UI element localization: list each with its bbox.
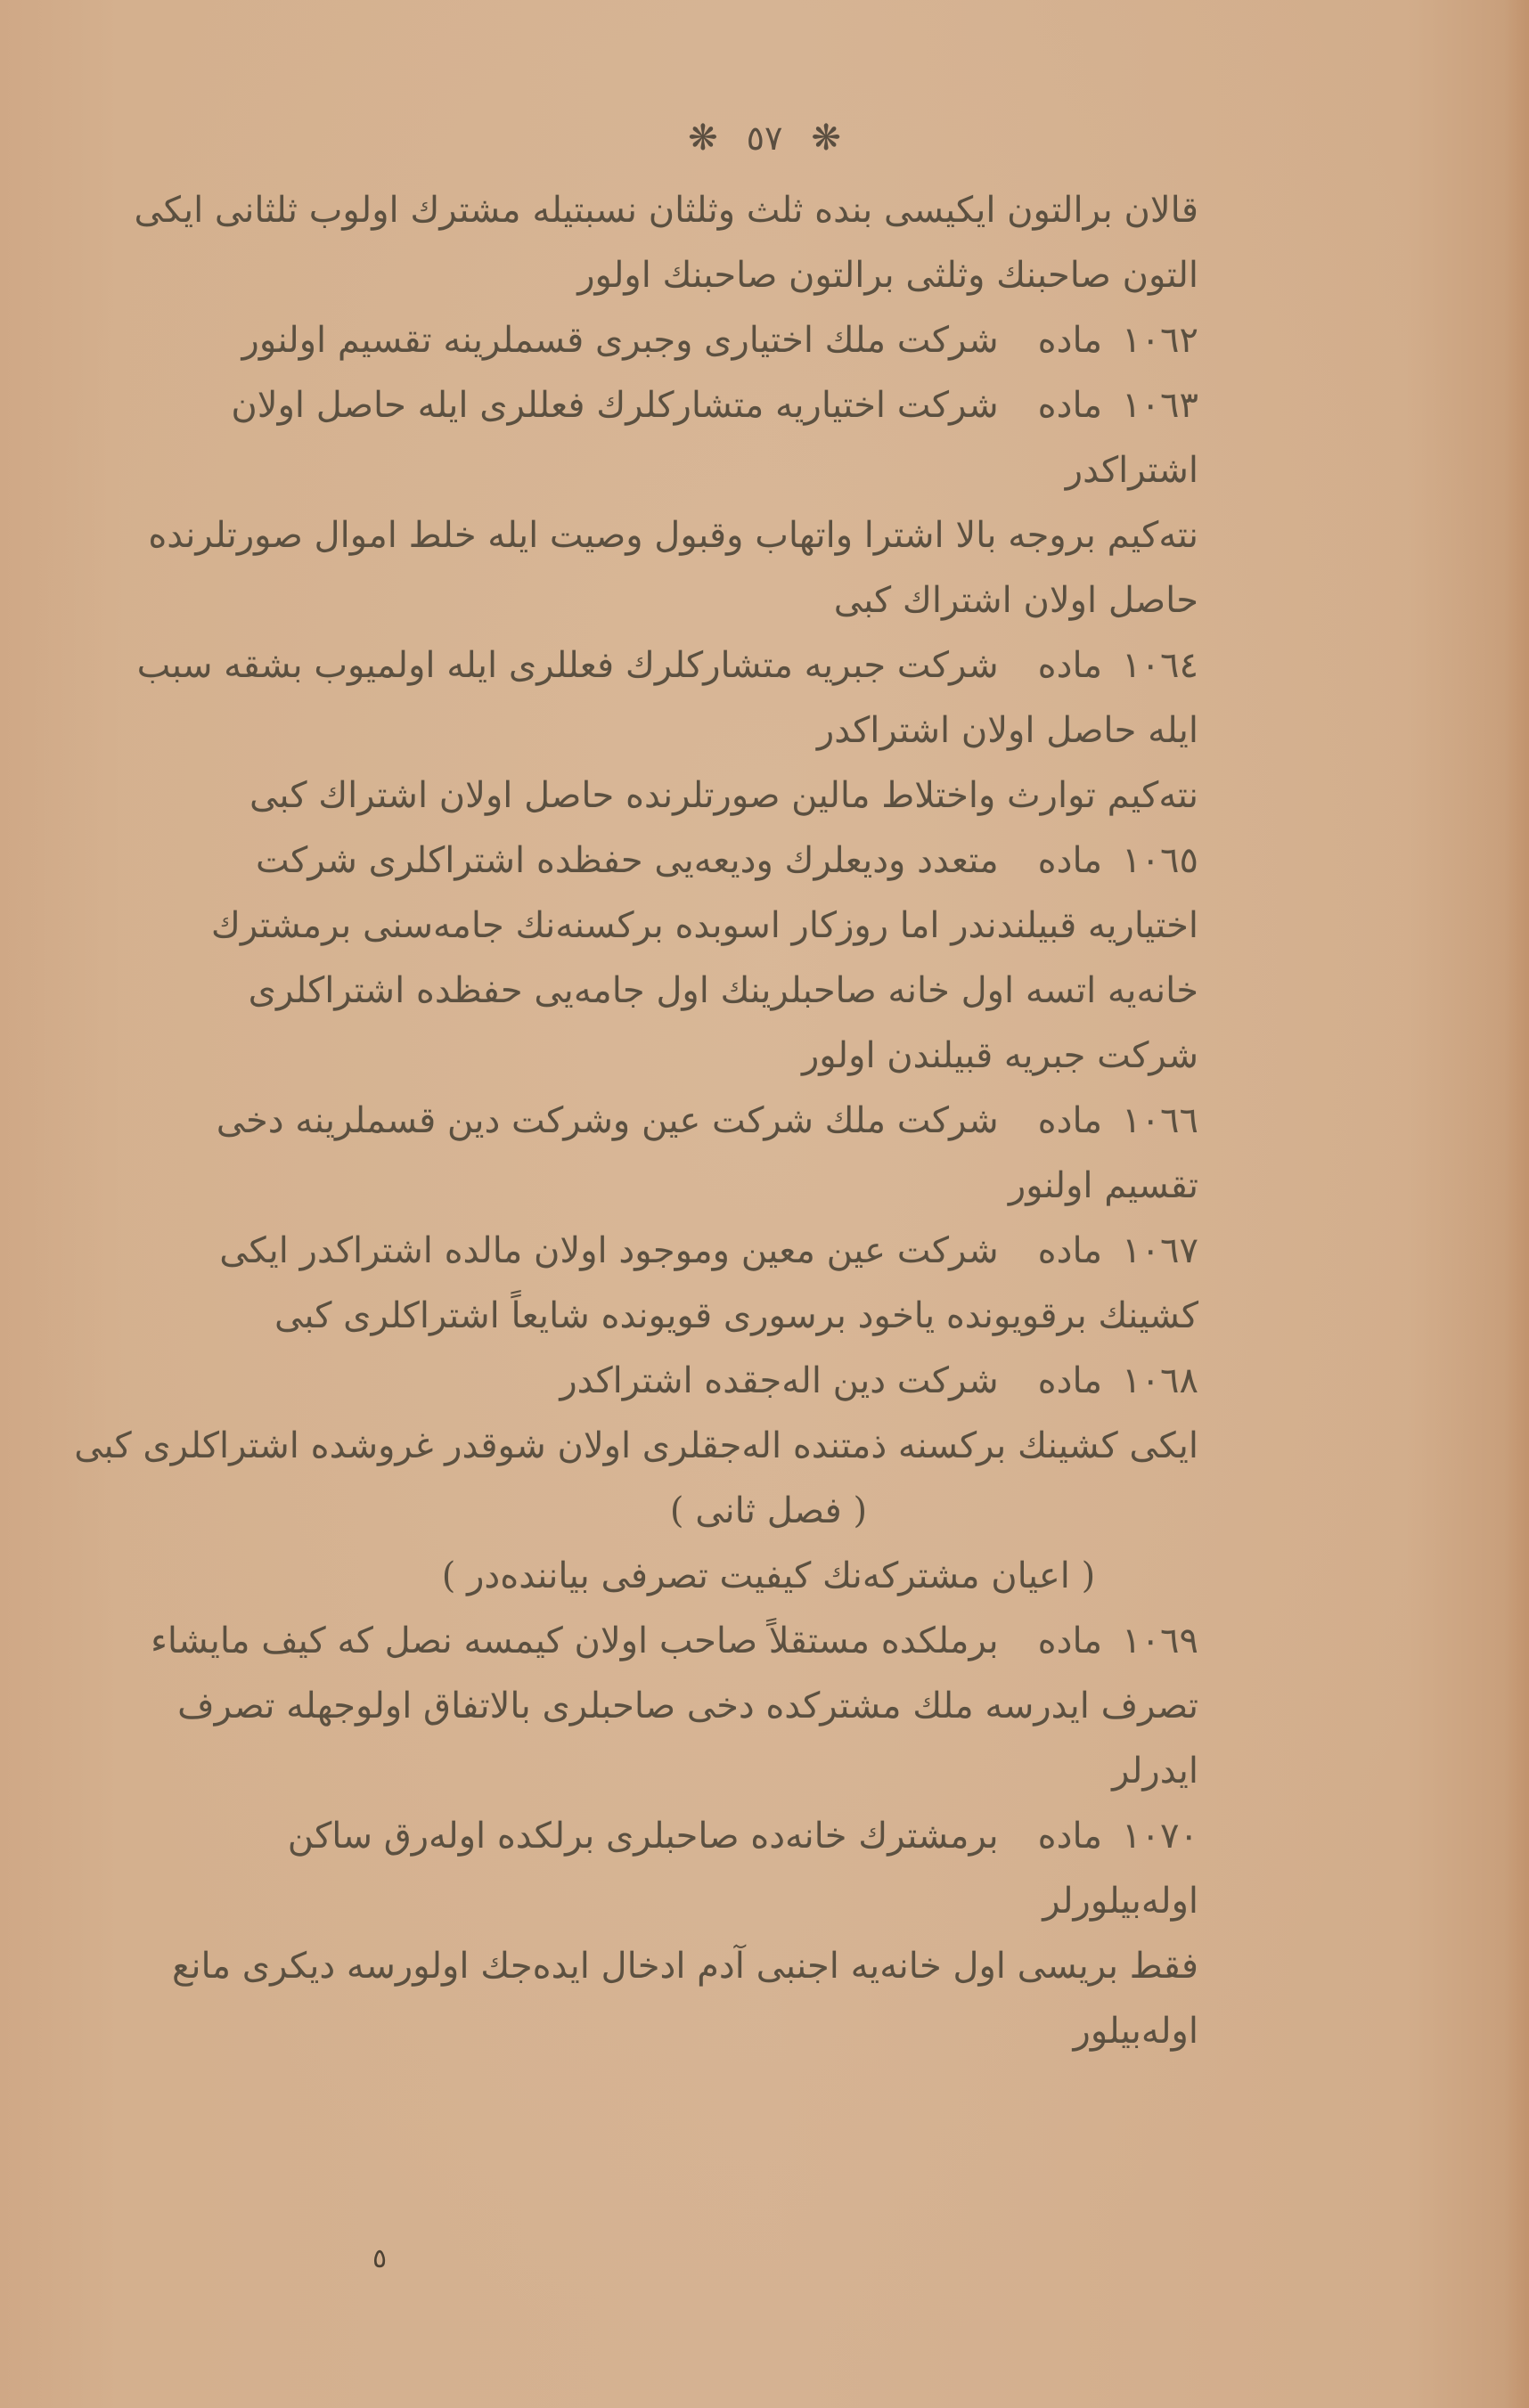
text-line: [339, 1869, 1198, 1934]
heading-text: ( اعیان مشترکه‌نك کیفیت تصرفی بیاننده‌در ): [441, 1555, 1096, 1596]
article-line: [339, 1349, 1198, 1414]
text-line: [177, 1674, 1198, 1739]
line-text: ایدرلر: [1112, 1751, 1198, 1792]
article-number: ١٠٦٧: [1122, 1230, 1198, 1271]
line-text: فقط بریسی اول خانه‌یه اجنبی آدم ادخال ایده‌جك اولورسه دیکری مانع: [172, 1946, 1198, 1987]
floral-ornament-icon: ❋: [811, 118, 841, 159]
section-heading: [339, 1479, 1198, 1544]
article-line: [241, 308, 1198, 373]
line-text: تقسیم اولنور: [1008, 1165, 1198, 1206]
line-text: قالان برالتون ایکیسی بنده ثلث وثلثان نسبتیله مشترك اولوب ثلثانی ایکی: [134, 190, 1198, 231]
line-text: التون صاحبنك وثلثی برالتون صاحبنك اولور: [577, 255, 1198, 296]
article-label: ماده: [1037, 645, 1103, 686]
line-text: اختیاریه قبیلندندر اما روزکار اسوبده برکسنه‌نك جامه‌سنی برمشترك: [210, 905, 1198, 946]
text-line: [274, 1284, 1198, 1349]
body-text: [74, 178, 1198, 2064]
article-text: شرکت ملك شرکت عین وشرکت دین قسملرینه دخی: [216, 1100, 999, 1141]
line-text: کشینك برقویونده یاخود برسوری قویونده شایعاً اشتراکلری کبی: [274, 1295, 1198, 1336]
article-text: شرکت اختیاریه متشارکلرك فعللری ایله حاصل اولان: [231, 385, 999, 426]
line-text: نته‌کیم بروجه بالا اشترا واتهاب وقبول وصیت ایله خلط اموال صورتلرنده: [148, 515, 1198, 556]
line-text: اوله‌بیلور: [1073, 2011, 1198, 2052]
article-label: ماده: [1037, 1100, 1103, 1141]
article-number: ١٠٦٣: [1122, 385, 1198, 426]
page-number: ٥٧: [746, 118, 783, 158]
article-line: [216, 1089, 1198, 1154]
article-label: ماده: [1037, 385, 1103, 426]
article-label: ماده: [1037, 840, 1103, 881]
article-number: ١٠٦٤: [1122, 645, 1198, 686]
article-number: ١٠٦٥: [1122, 840, 1198, 881]
text-line: [339, 568, 1198, 633]
article-text: شرکت جبریه متشارکلرك فعللری ایله اولمیوب بشقه سبب: [136, 645, 999, 686]
article-line: [136, 633, 1198, 698]
article-number: ١٠٦٨: [1122, 1360, 1198, 1401]
article-label: ماده: [1037, 1230, 1103, 1271]
page-edge-shadow: [1504, 0, 1529, 2408]
heading-text: ( فصل ثانی ): [669, 1490, 868, 1531]
text-line: [339, 1999, 1198, 2064]
text-line: [74, 1414, 1198, 1479]
signature-mark: ٥: [372, 2243, 388, 2274]
article-label: ماده: [1037, 1620, 1103, 1661]
text-line: [339, 1024, 1198, 1089]
line-text: خانه‌یه اتسه اول خانه صاحبلرینك اول جامه‌یی حفظده اشتراکلری: [248, 970, 1198, 1011]
line-text: اشتراکدر: [1065, 450, 1198, 491]
article-number: ١٠٦٢: [1122, 320, 1198, 361]
article-line: [151, 1609, 1198, 1674]
text-line: [210, 894, 1198, 959]
article-label: ماده: [1037, 1816, 1103, 1857]
text-line: [249, 763, 1198, 829]
article-text: متعدد ودیعلرك ودیعه‌یی حفظده اشتراکلری شرکت: [256, 840, 999, 881]
line-text: تصرف ایدرسه ملك مشترکده دخی صاحبلری بالاتفاق اولوجهله تصرف: [177, 1686, 1198, 1726]
section-heading: [339, 1544, 1198, 1609]
article-line: [231, 373, 1198, 438]
article-text: برملکده مستقلاً صاحب اولان کیمسه نصل که کیف مایشاء: [151, 1620, 999, 1661]
floral-ornament-icon: ❋: [688, 118, 718, 159]
article-line: [287, 1804, 1198, 1869]
article-label: ماده: [1037, 320, 1103, 361]
line-text: نته‌کیم توارث واختلاط مالین صورتلرنده حاصل اولان اشتراك کبی: [249, 775, 1198, 816]
text-line: [339, 438, 1198, 503]
line-text: ایکی کشینك برکسنه ذمتنده الەجقلری اولان شوقدر غروشده اشتراکلری کبی: [74, 1425, 1198, 1466]
text-line: [339, 1739, 1198, 1804]
text-line: [134, 178, 1198, 243]
article-text: شرکت عین معین وموجود اولان مالده اشتراکدر ایکی: [219, 1230, 999, 1271]
article-text: شرکت دین الەجقده اشتراکدر: [560, 1360, 999, 1401]
line-text: شرکت جبریه قبیلندن اولور: [801, 1035, 1198, 1076]
article-number: ١٠٧٠: [1122, 1816, 1198, 1857]
line-text: حاصل اولان اشتراك کبی: [833, 580, 1198, 621]
article-line: [219, 1219, 1198, 1284]
text-line: [148, 503, 1198, 568]
page-header: [0, 114, 1529, 159]
article-number: ١٠٦٦: [1122, 1100, 1198, 1141]
text-line: [339, 698, 1198, 763]
text-line: [339, 1154, 1198, 1219]
line-text: ایله حاصل اولان اشتراکدر: [816, 710, 1198, 751]
text-line: [248, 959, 1198, 1024]
text-line: [172, 1934, 1198, 1999]
line-text: اوله‌بیلورلر: [1042, 1881, 1198, 1922]
article-number: ١٠٦٩: [1122, 1620, 1198, 1661]
article-line: [256, 829, 1198, 894]
article-text: شرکت ملك اختیاری وجبری قسملرینه تقسیم اولنور: [241, 320, 999, 361]
text-line: [339, 243, 1198, 308]
article-label: ماده: [1037, 1360, 1103, 1401]
article-text: برمشترك خانه‌ده صاحبلری برلکده اوله‌رق ساکن: [287, 1816, 999, 1857]
